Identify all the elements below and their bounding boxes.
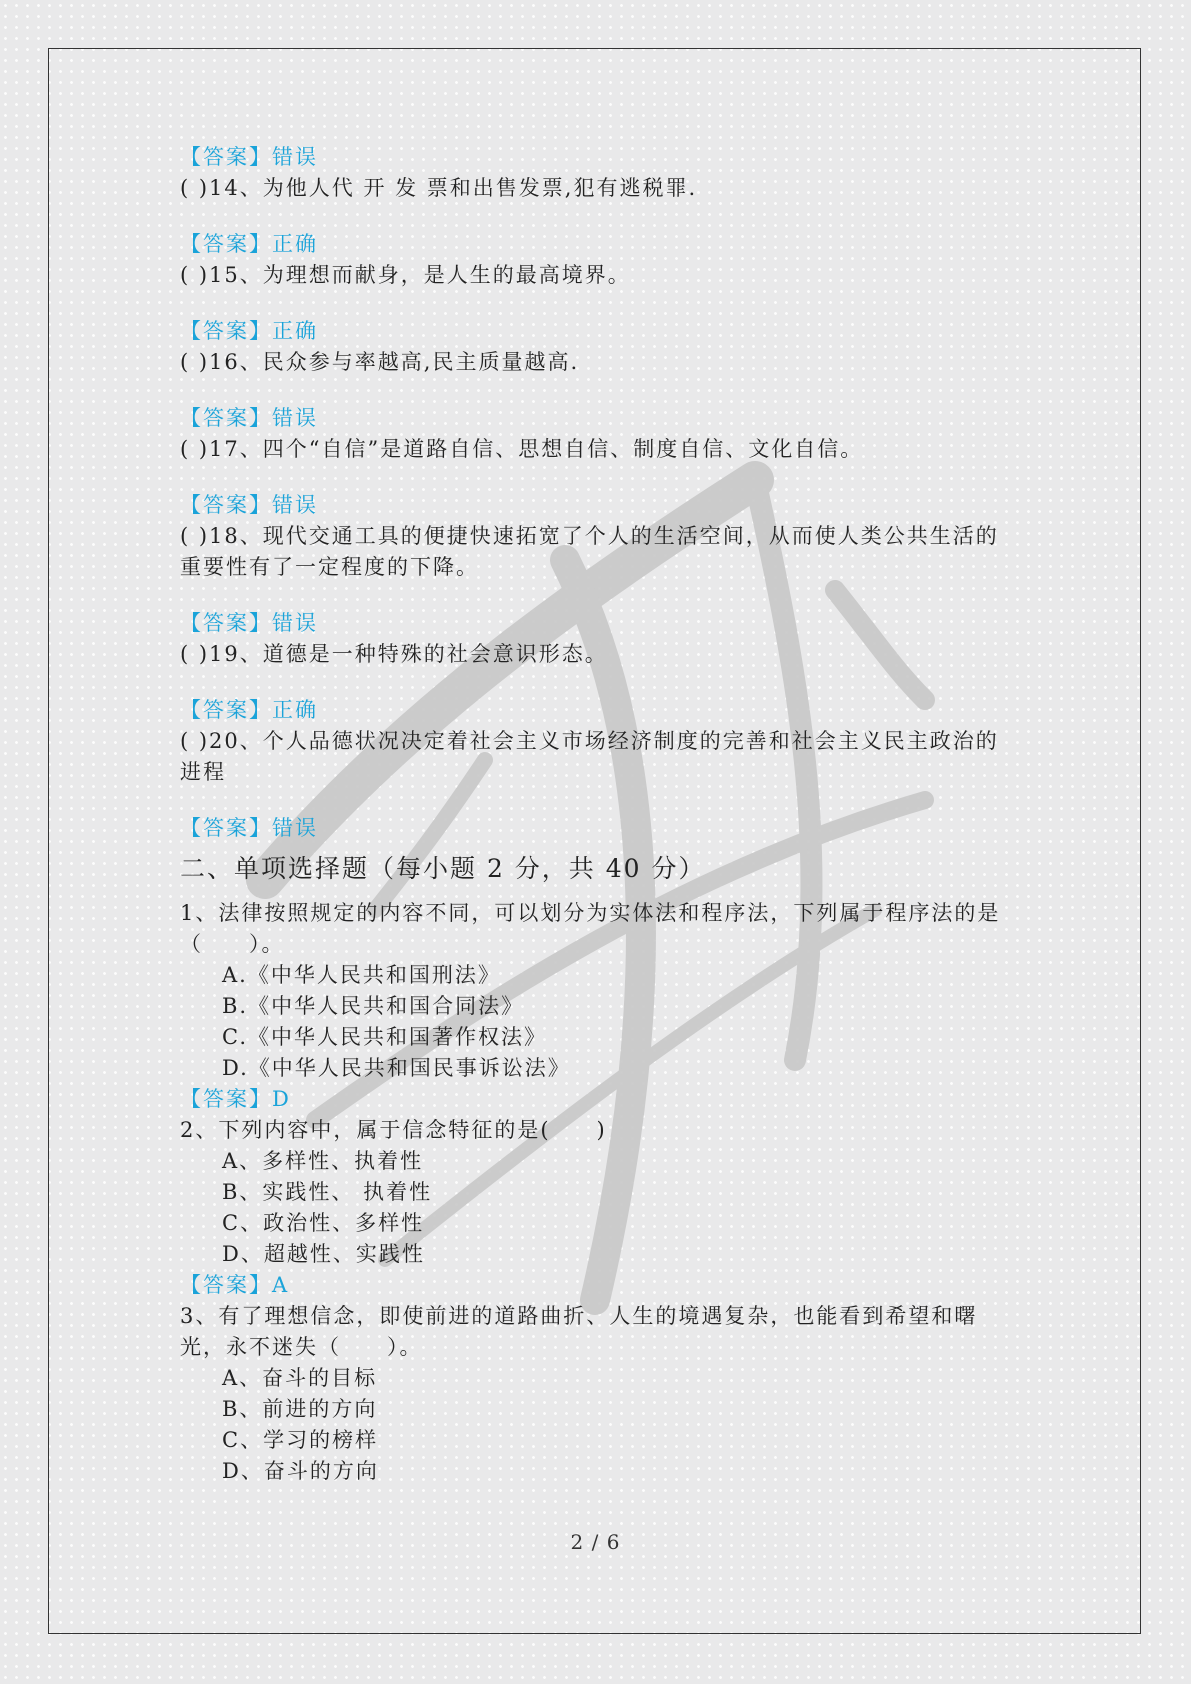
answer-line: 【答案】A xyxy=(180,1273,290,1297)
answer-line: 【答案】错误 xyxy=(180,611,318,635)
option-c: C、政治性、多样性 xyxy=(222,1211,425,1235)
answer-line: 【答案】D xyxy=(180,1087,291,1111)
answer-line: 【答案】正确 xyxy=(180,698,318,722)
question-text: ( )19、道德是一种特殊的社会意识形态。 xyxy=(180,642,608,666)
option-a: A、奋斗的目标 xyxy=(222,1366,378,1390)
question-text: ( )15、为理想而献身，是人生的最高境界。 xyxy=(180,263,631,287)
question-text: ( )16、民众参与率越高,民主质量越高. xyxy=(180,350,580,374)
question-text: 1、法律按照规定的内容不同，可以划分为实体法和程序法，下列属于程序法的是（ ）。 xyxy=(180,901,1001,956)
answer-line: 【答案】正确 xyxy=(180,232,318,256)
answer-line: 【答案】正确 xyxy=(180,319,318,343)
option-c: C、学习的榜样 xyxy=(222,1428,379,1452)
question-text: ( )14、为他人代 开 发 票和出售发票,犯有逃税罪. xyxy=(180,176,698,200)
option-a: A、多样性、执着性 xyxy=(222,1149,424,1173)
option-b: B、前进的方向 xyxy=(222,1397,378,1421)
option-d: D、超越性、实践性 xyxy=(222,1242,425,1266)
answer-line: 【答案】错误 xyxy=(180,493,318,517)
option-b: B、实践性、 执着性 xyxy=(222,1180,433,1204)
answer-line: 【答案】错误 xyxy=(180,145,318,169)
option-d: D.《中华人民共和国民事诉讼法》 xyxy=(222,1056,571,1080)
question-text: ( )20、个人品德状况决定着社会主义市场经济制度的完善和社会主义民主政治的进程 xyxy=(180,729,999,784)
option-d: D、奋斗的方向 xyxy=(222,1459,379,1483)
answer-line: 【答案】错误 xyxy=(180,406,318,430)
page-number: 2 / 6 xyxy=(570,1530,621,1554)
document-body xyxy=(180,142,1020,1487)
question-text: 3、有了理想信念，即使前进的道路曲折、人生的境遇复杂，也能看到希望和曙光，永不迷失（ ）。 xyxy=(180,1304,978,1359)
question-text: ( )17、四个“自信”是道路自信、思想自信、制度自信、文化自信。 xyxy=(180,437,864,461)
option-a: A.《中华人民共和国刑法》 xyxy=(222,963,501,987)
answer-line: 【答案】错误 xyxy=(180,816,318,840)
question-text: ( )18、现代交通工具的便捷快速拓宽了个人的生活空间，从而使人类公共生活的重要性有了一定程度的下降。 xyxy=(180,524,999,579)
section-heading: 二、单项选择题（每小题 2 分，共 40 分） xyxy=(180,854,706,883)
option-c: C.《中华人民共和国著作权法》 xyxy=(222,1025,547,1049)
question-text: 2、下列内容中，属于信念特征的是( ) xyxy=(180,1118,607,1142)
option-b: B.《中华人民共和国合同法》 xyxy=(222,994,525,1018)
